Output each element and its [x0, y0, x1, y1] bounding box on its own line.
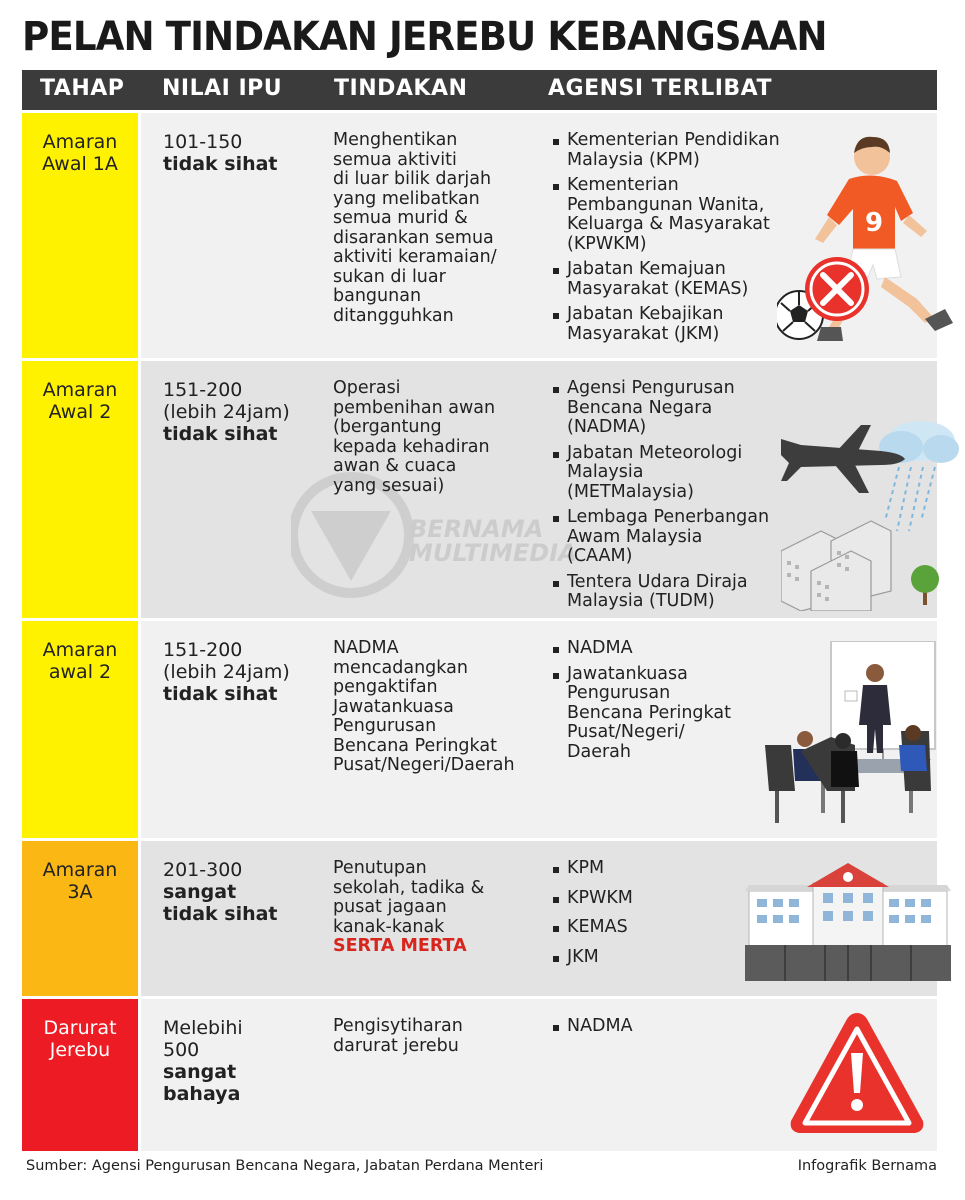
tindakan-text: Penutupan sekolah, tadika & pusat jagaan kanak-kanak SERTA MERTA [333, 859, 553, 957]
ipu-value: 151-200 (lebih 24jam) tidak sihat [163, 379, 290, 445]
list-item: Jawatankuasa Pengurusan Bencana Peringkat Pusat/Negeri/ Daerah [551, 665, 841, 763]
tindakan-text: Pengisytiharan darurat jerebu [333, 1016, 463, 1056]
table-row-awal-2-b [22, 621, 937, 838]
table-row-amaran-3a [22, 841, 937, 996]
table-header [22, 70, 937, 110]
tahap-cell [22, 621, 138, 838]
header-agensi: AGENSI TERLIBAT [548, 76, 772, 101]
serta-merta-label: SERTA MERTA [333, 936, 467, 956]
watermark: BERNAMA MULTIMEDIA [291, 471, 551, 601]
list-item: NADMA [551, 1017, 841, 1037]
table-row-awal-2 [22, 361, 937, 618]
ipu-value: 101-150 tidak sihat [163, 131, 278, 175]
list-item: KPWKM [551, 889, 841, 909]
table-row-awal-1a [22, 113, 937, 358]
header-tindakan: TINDAKAN [334, 76, 468, 101]
table-row-darurat [22, 999, 937, 1151]
list-item: Kementerian Pendidikan Malaysia (KPM) [551, 131, 841, 170]
list-item: Jabatan Meteorologi Malaysia (METMalaysia) [551, 444, 841, 503]
tindakan-text: NADMA mencadangkan pengaktifan Jawatankuasa Pengurusan Bencana Peringkat Pusat/Negeri/Daerah [333, 638, 515, 775]
header-tahap: TAHAP [40, 76, 125, 101]
warning-triangle-icon [787, 1009, 927, 1137]
tahap-label: Amaran Awal 1A [42, 131, 118, 175]
page-title: PELAN TINDAKAN JEREBU KEBANGSAAN [22, 14, 827, 60]
list-item: JKM [551, 948, 841, 968]
tahap-label: Amaran awal 2 [42, 639, 118, 683]
tahap-label: Darurat Jerebu [43, 1017, 117, 1061]
list-item: KEMAS [551, 918, 841, 938]
school-building-icon [745, 861, 951, 981]
cloud-seeding-plane-icon [781, 411, 961, 611]
tahap-cell [22, 841, 138, 996]
footer-credit: Infografik Bernama [797, 1158, 937, 1174]
list-item: Jabatan Kemajuan Masyarakat (KEMAS) [551, 260, 841, 299]
tahap-cell [22, 999, 138, 1151]
footer-source: Sumber: Agensi Pengurusan Bencana Negara, Jabatan Perdana Menteri [26, 1158, 544, 1174]
svg-text:9: 9 [864, 208, 884, 238]
list-item: Tentera Udara Diraja Malaysia (TUDM) [551, 573, 841, 612]
list-item: Lembaga Penerbangan Awam Malaysia (CAAM) [551, 508, 841, 567]
row-body [141, 841, 937, 996]
list-item: Kementerian Pembangunan Wanita, Keluarga & Masyarakat (KPWKM) [551, 176, 841, 254]
tahap-cell [22, 113, 138, 358]
tahap-label: Amaran Awal 2 [42, 379, 118, 423]
tahap-cell [22, 361, 138, 618]
row-body [141, 113, 937, 358]
football-player-icon [777, 127, 965, 349]
row-body [141, 999, 937, 1151]
ipu-value: 151-200 (lebih 24jam) tidak sihat [163, 639, 290, 705]
list-item: KPM [551, 859, 841, 879]
list-item: Jabatan Kebajikan Masyarakat (JKM) [551, 305, 841, 344]
header-nilai-ipu: NILAI IPU [162, 76, 283, 101]
tahap-label: Amaran 3A [42, 859, 118, 903]
tindakan-text: Menghentikan semua aktiviti di luar bilik darjah yang melibatkan semua murid & disarankan semua aktiviti keramaian/ sukan di luar bangunan ditangguhkan [333, 130, 497, 326]
row-body [141, 621, 937, 838]
list-item: Agensi Pengurusan Bencana Negara (NADMA) [551, 379, 841, 438]
ipu-value: 201-300 sangat tidak sihat [163, 859, 278, 925]
tindakan-text: Operasi pembenihan awan (bergantung kepada kehadiran awan & cuaca yang sesuai) [333, 378, 496, 496]
list-item: NADMA [551, 639, 841, 659]
meeting-room-icon [761, 641, 936, 831]
row-body [141, 361, 937, 618]
ipu-value: Melebihi 500 sangat bahaya [163, 1017, 243, 1105]
